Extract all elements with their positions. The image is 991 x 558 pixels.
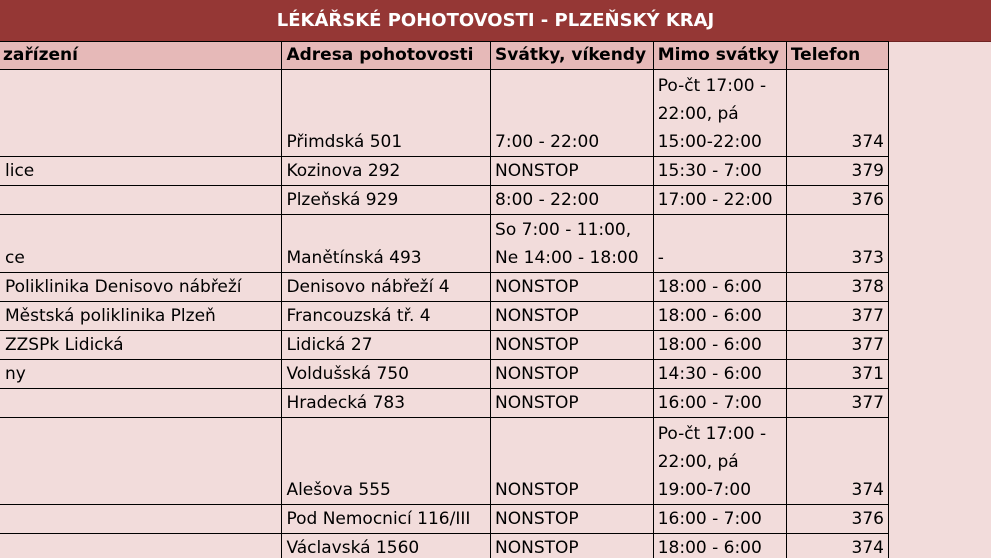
cell-weekends[interactable]: NONSTOP <box>491 302 654 331</box>
cell-outside-holidays-line: 14:30 - 6:00 <box>657 364 762 384</box>
cell-address[interactable]: Voldušská 750 <box>282 360 491 389</box>
cell-outside-holidays-line: 18:00 - 6:00 <box>657 277 762 297</box>
sheet-title: LÉKÁŘSKÉ POHOTOVOSTI - PLZEŇSKÝ KRAJ <box>0 0 991 42</box>
header-row <box>0 42 889 70</box>
cell-phone[interactable]: 376 <box>786 186 888 215</box>
table-row <box>0 215 889 273</box>
cell-outside-holidays[interactable] <box>653 215 786 273</box>
cell-phone[interactable]: 379 <box>786 157 888 186</box>
cell-weekends[interactable]: 7:00 - 22:00 <box>491 70 654 157</box>
cell-outside-holidays-line: 18:00 - 6:00 <box>657 335 762 355</box>
cell-outside-holidays[interactable] <box>653 360 786 389</box>
table-row <box>0 186 889 215</box>
table-body <box>0 70 889 558</box>
cell-address[interactable]: Denisovo nábřeží 4 <box>282 273 491 302</box>
cell-outside-holidays[interactable] <box>653 273 786 302</box>
table-row <box>0 331 889 360</box>
cell-weekends[interactable]: NONSTOP <box>491 505 654 534</box>
header-address[interactable]: Adresa pohotovosti <box>282 42 491 70</box>
header-weekends[interactable]: Svátky, víkendy <box>491 42 654 70</box>
cell-phone[interactable]: 374 <box>786 70 888 157</box>
cell-outside-holidays-line: 17:00 - 22:00 <box>657 190 773 210</box>
cell-outside-holidays-line: 19:00-7:00 <box>657 480 752 500</box>
cell-outside-holidays-line: 22:00, pá <box>657 452 739 472</box>
cell-phone[interactable]: 374 <box>786 534 888 558</box>
cell-weekends[interactable]: NONSTOP <box>491 418 654 505</box>
cell-facility[interactable] <box>0 534 282 558</box>
cell-address[interactable]: Plzeňská 929 <box>282 186 491 215</box>
cell-facility[interactable] <box>0 418 282 505</box>
cell-weekends-line: Ne 14:00 - 18:00 <box>495 248 639 268</box>
table-row <box>0 505 889 534</box>
cell-facility[interactable]: Městská poliklinika Plzeň <box>0 302 282 331</box>
cell-phone[interactable]: 377 <box>786 389 888 418</box>
cell-phone[interactable]: 377 <box>786 331 888 360</box>
cell-weekends[interactable]: NONSTOP <box>491 389 654 418</box>
emergency-table <box>0 41 889 558</box>
cell-address[interactable]: Kozinova 292 <box>282 157 491 186</box>
cell-outside-holidays-line: 18:00 - 6:00 <box>657 306 762 326</box>
cell-facility[interactable] <box>0 505 282 534</box>
cell-address[interactable]: Francouzská tř. 4 <box>282 302 491 331</box>
cell-address[interactable]: Pod Nemocnicí 116/III <box>282 505 491 534</box>
cell-facility[interactable] <box>0 70 282 157</box>
cell-outside-holidays[interactable] <box>653 157 786 186</box>
cell-weekends[interactable]: NONSTOP <box>491 331 654 360</box>
cell-facility[interactable]: ce <box>0 215 282 273</box>
cell-facility[interactable] <box>0 186 282 215</box>
table-row <box>0 534 889 558</box>
cell-outside-holidays[interactable] <box>653 70 786 157</box>
cell-phone[interactable]: 377 <box>786 302 888 331</box>
cell-outside-holidays-line: 18:00 - 6:00 <box>657 538 762 558</box>
cell-outside-holidays[interactable] <box>653 534 786 558</box>
cell-outside-holidays-line: Po-čt 17:00 - <box>657 424 767 444</box>
cell-phone[interactable]: 373 <box>786 215 888 273</box>
cell-weekends[interactable]: 8:00 - 22:00 <box>491 186 654 215</box>
cell-weekends[interactable]: NONSTOP <box>491 360 654 389</box>
cell-facility[interactable]: lice <box>0 157 282 186</box>
table-row <box>0 273 889 302</box>
cell-facility[interactable]: ZZSPk Lidická <box>0 331 282 360</box>
header-outside-holidays[interactable]: Mimo svátky <box>653 42 786 70</box>
cell-phone[interactable]: 378 <box>786 273 888 302</box>
cell-outside-holidays[interactable] <box>653 302 786 331</box>
header-facility[interactable]: zařízení <box>0 42 282 70</box>
cell-outside-holidays[interactable] <box>653 331 786 360</box>
cell-phone[interactable]: 371 <box>786 360 888 389</box>
cell-weekends[interactable] <box>491 215 654 273</box>
cell-weekends[interactable]: NONSTOP <box>491 157 654 186</box>
table-row <box>0 157 889 186</box>
cell-weekends-line: So 7:00 - 11:00, <box>495 220 632 240</box>
table-row <box>0 360 889 389</box>
cell-address[interactable]: Alešova 555 <box>282 418 491 505</box>
table-row <box>0 302 889 331</box>
cell-address[interactable]: Manětínská 493 <box>282 215 491 273</box>
cell-weekends[interactable]: NONSTOP <box>491 534 654 558</box>
cell-outside-holidays-line: 16:00 - 7:00 <box>657 393 762 413</box>
table-row <box>0 389 889 418</box>
table-row <box>0 70 889 157</box>
cell-outside-holidays[interactable] <box>653 418 786 505</box>
cell-phone[interactable]: 376 <box>786 505 888 534</box>
cell-facility[interactable]: Poliklinika Denisovo nábřeží <box>0 273 282 302</box>
cell-phone[interactable]: 374 <box>786 418 888 505</box>
cell-outside-holidays-line: 16:00 - 7:00 <box>657 509 762 529</box>
cell-outside-holidays[interactable] <box>653 186 786 215</box>
cell-facility[interactable] <box>0 389 282 418</box>
cell-outside-holidays-line: 15:00-22:00 <box>657 132 762 152</box>
cell-outside-holidays[interactable] <box>653 389 786 418</box>
cell-outside-holidays[interactable] <box>653 505 786 534</box>
cell-address[interactable]: Václavská 1560 <box>282 534 491 558</box>
cell-outside-holidays-line: - <box>657 248 664 268</box>
cell-outside-holidays-line: 22:00, pá <box>657 104 739 124</box>
table-row <box>0 418 889 505</box>
cell-facility[interactable]: ny <box>0 360 282 389</box>
cell-address[interactable]: Přimdská 501 <box>282 70 491 157</box>
cell-outside-holidays-line: Po-čt 17:00 - <box>657 76 767 96</box>
cell-address[interactable]: Hradecká 783 <box>282 389 491 418</box>
cell-weekends[interactable]: NONSTOP <box>491 273 654 302</box>
cell-outside-holidays-line: 15:30 - 7:00 <box>657 161 762 181</box>
header-phone[interactable]: Telefon <box>786 42 888 70</box>
cell-address[interactable]: Lidická 27 <box>282 331 491 360</box>
